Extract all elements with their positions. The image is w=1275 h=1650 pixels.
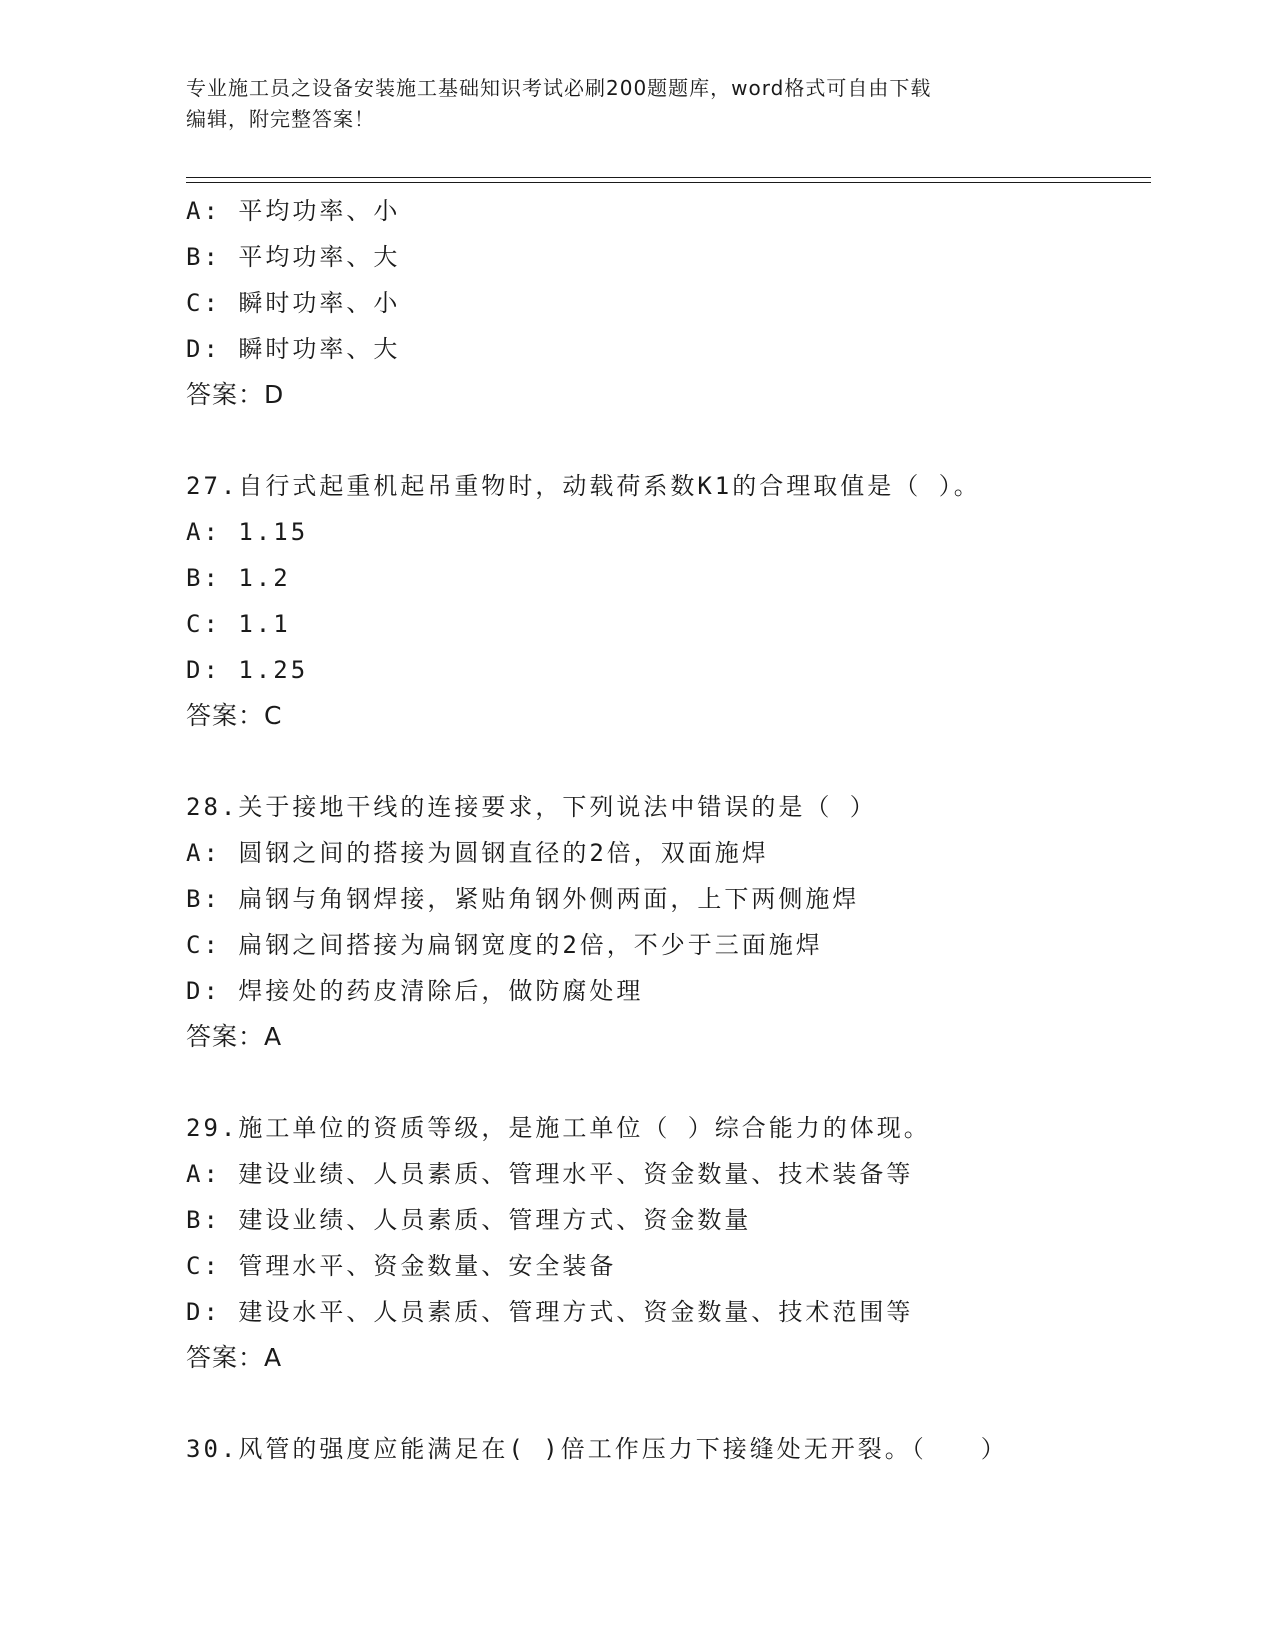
answer-text: 答案：D xyxy=(186,380,285,409)
spacer xyxy=(186,1060,1166,1105)
question-text: 30.风管的强度应能满足在( )倍工作压力下接缝处无开裂。（ ） xyxy=(186,1435,1008,1463)
answer-text: 答案：A xyxy=(186,1343,283,1372)
question-29 xyxy=(186,1105,1166,1381)
option-a: A: 圆钢之间的搭接为圆钢直径的2倍，双面施焊 xyxy=(186,839,769,867)
question-30 xyxy=(186,1426,1166,1472)
answer-text: 答案：C xyxy=(186,701,283,730)
option-c: C: 1.1 xyxy=(186,610,291,638)
header-divider-bottom xyxy=(186,182,1151,183)
question-text: 29.施工单位的资质等级，是施工单位（ ）综合能力的体现。 xyxy=(186,1114,931,1142)
option-d: D: 1.25 xyxy=(186,656,309,684)
header-title-line2: 编辑，附完整答案！ xyxy=(186,107,375,131)
question-26 xyxy=(186,188,1166,418)
option-c: C: 瞬时功率、小 xyxy=(186,289,401,317)
option-b: B: 扁钢与角钢焊接，紧贴角钢外侧两面，上下两侧施焊 xyxy=(186,885,860,913)
answer-text: 答案：A xyxy=(186,1022,283,1051)
question-28 xyxy=(186,784,1166,1060)
question-text: 28.关于接地干线的连接要求，下列说法中错误的是（ ） xyxy=(186,793,877,821)
header-title-line1: 专业施工员之设备安装施工基础知识考试必刷200题题库，word格式可自由下载 xyxy=(186,76,932,100)
spacer xyxy=(186,1381,1166,1426)
option-c: C: 扁钢之间搭接为扁钢宽度的2倍，不少于三面施焊 xyxy=(186,931,823,959)
option-b: B: 建设业绩、人员素质、管理方式、资金数量 xyxy=(186,1206,752,1234)
question-27 xyxy=(186,463,1166,739)
option-d: D: 建设水平、人员素质、管理方式、资金数量、技术范围等 xyxy=(186,1298,914,1326)
option-d: D: 焊接处的药皮清除后，做防腐处理 xyxy=(186,977,644,1005)
option-b: B: 平均功率、大 xyxy=(186,243,401,271)
spacer xyxy=(186,739,1166,784)
option-a: A: 建设业绩、人员素质、管理水平、资金数量、技术装备等 xyxy=(186,1160,914,1188)
question-text: 27.自行式起重机起吊重物时，动载荷系数K1的合理取值是（ ）。 xyxy=(186,472,981,500)
option-b: B: 1.2 xyxy=(186,564,291,592)
option-d: D: 瞬时功率、大 xyxy=(186,335,401,363)
option-a: A: 1.15 xyxy=(186,518,309,546)
option-a: A: 平均功率、小 xyxy=(186,197,401,225)
header-divider-top xyxy=(186,177,1151,178)
spacer xyxy=(186,418,1166,463)
document-header xyxy=(186,73,1086,135)
question-list xyxy=(186,188,1166,1472)
option-c: C: 管理水平、资金数量、安全装备 xyxy=(186,1252,617,1280)
